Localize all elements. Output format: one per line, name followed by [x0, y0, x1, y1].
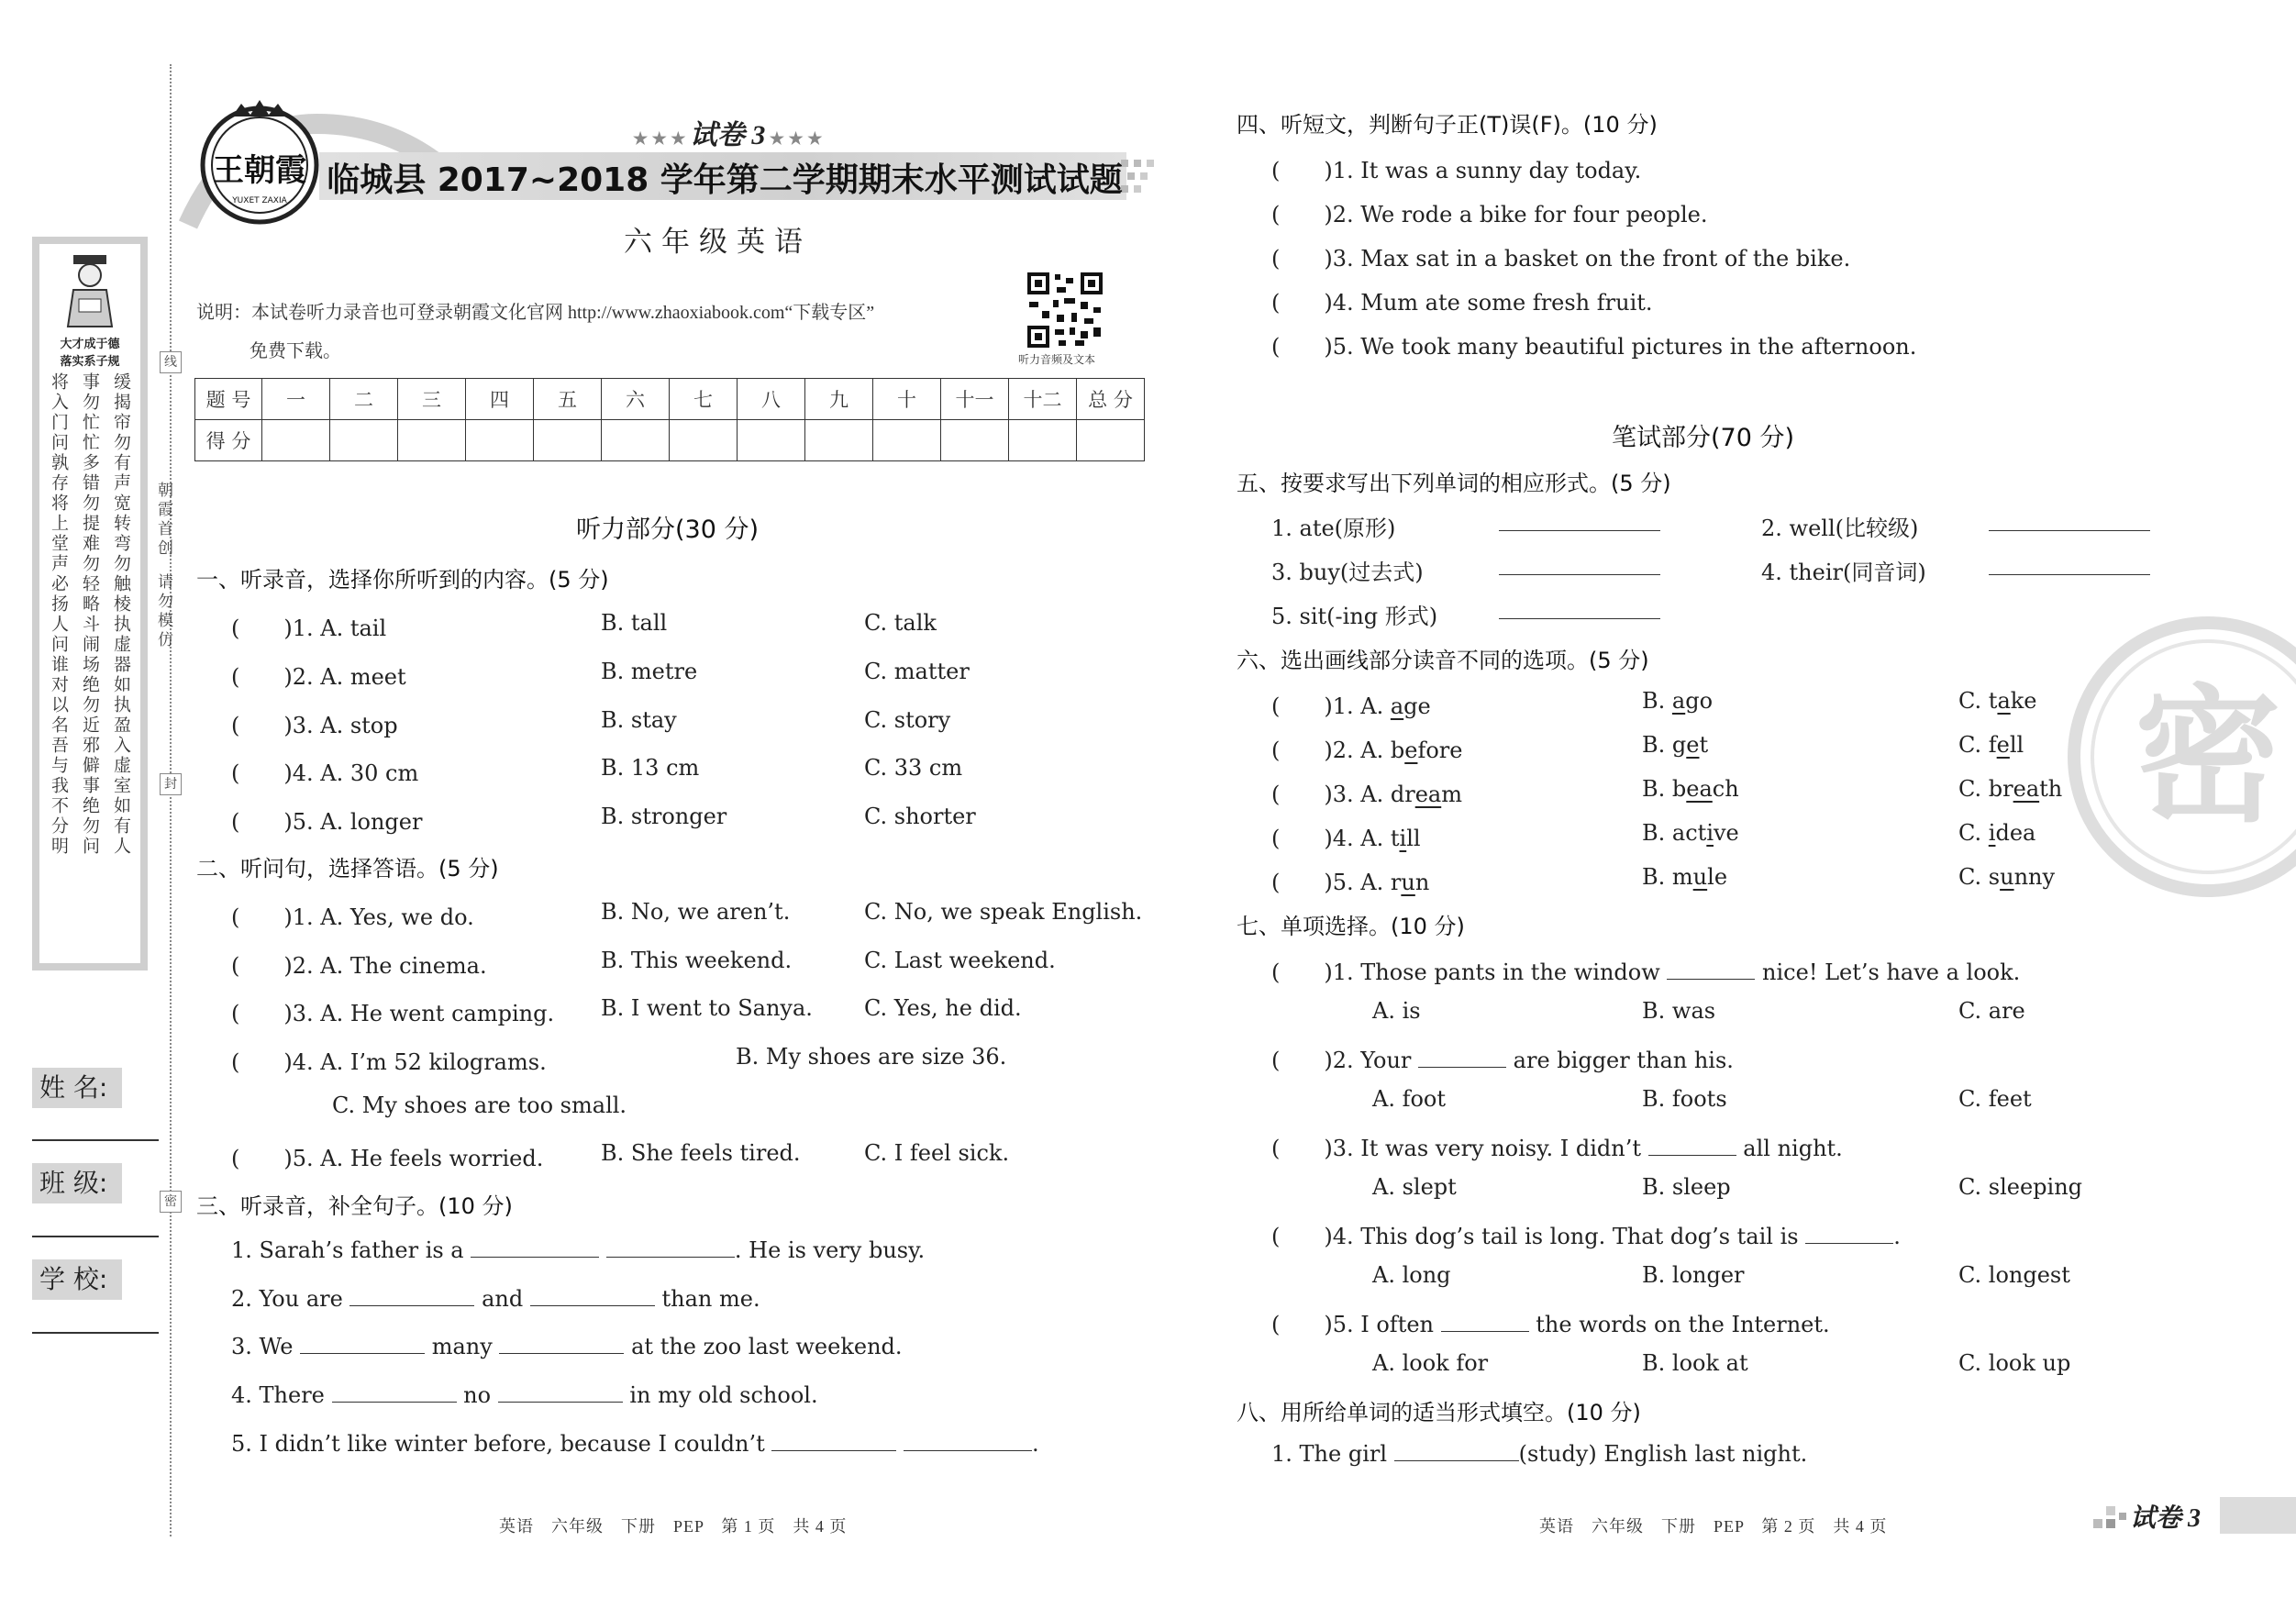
- sec1-q5: ( )5. A. longer: [231, 809, 423, 835]
- sec7-q2-b: B. foots: [1642, 1086, 1727, 1112]
- blank[interactable]: [1667, 959, 1755, 980]
- score-cell[interactable]: [262, 420, 330, 461]
- sec2-q3-b: B. I went to Sanya.: [601, 995, 813, 1021]
- subject-title: 六年级英语: [624, 226, 812, 259]
- sec7-q5-b: B. look at: [1642, 1350, 1748, 1376]
- sec6-q4: ( )4. A. till: [1271, 826, 1421, 851]
- sec6-q2-c: C. fell: [1958, 732, 2024, 758]
- sec8-s1: 1. The girl (study) English last night.: [1271, 1441, 1808, 1467]
- sec1-q5-c: C. shorter: [864, 804, 976, 829]
- sec6-q3-b: B. beach: [1642, 776, 1739, 802]
- sec7-q4-a: A. long: [1372, 1262, 1451, 1288]
- sec7-q4-c: C. longest: [1958, 1262, 2070, 1288]
- sec1-q3: ( )3. A. stop: [231, 713, 398, 738]
- score-table: [194, 378, 1145, 461]
- sec4-q5: ( )5. We took many beautiful pictures in the afternoon.: [1271, 334, 1917, 360]
- sec6-q2-b: B. get: [1642, 732, 1709, 758]
- score-col-12: 十二: [1009, 379, 1077, 420]
- sec5-i2-blank: [1989, 510, 2150, 537]
- score-col-9: 九: [805, 379, 873, 420]
- blank[interactable]: [1418, 1047, 1506, 1068]
- seal-watermark-icon: [2066, 615, 2296, 899]
- score-cell[interactable]: [1077, 420, 1145, 461]
- sec2-q4-c: C. My shoes are too small.: [332, 1092, 627, 1118]
- blank[interactable]: [1499, 554, 1660, 575]
- score-col-6: 六: [602, 379, 670, 420]
- sec1-q1-c: C. talk: [864, 610, 937, 636]
- sec1-q2-b: B. metre: [601, 659, 698, 684]
- score-cell[interactable]: [805, 420, 873, 461]
- sec3-s4: 4. There no in my old school.: [231, 1382, 818, 1408]
- blank[interactable]: [1499, 598, 1660, 619]
- score-col-1: 一: [262, 379, 330, 420]
- blank[interactable]: [498, 1381, 623, 1403]
- score-cell[interactable]: [534, 420, 602, 461]
- sec3-s2: 2. You are and than me.: [231, 1286, 760, 1312]
- binding-dotted-line: [170, 64, 172, 1536]
- sec1-q3-b: B. stay: [601, 707, 677, 733]
- logo-text: 王朝霞: [213, 152, 306, 189]
- school-label: 学 校:: [32, 1259, 122, 1300]
- sec1-q4-b: B. 13 cm: [601, 755, 700, 781]
- sec3-title: 三、听录音，补全句子。(10 分): [196, 1193, 513, 1219]
- listening-part-title: 听力部分(30 分): [576, 516, 760, 544]
- sec6-q5-b: B. mule: [1642, 864, 1728, 890]
- motto-panel: [32, 237, 148, 970]
- sec6-q5-c: C. sunny: [1958, 864, 2056, 890]
- sec6-q1-b: B. ago: [1642, 688, 1714, 714]
- sec3-s3: 3. We many at the zoo last weekend.: [231, 1334, 903, 1359]
- sec7-q1: ( )1. Those pants in the window nice! Let’s have a look.: [1271, 959, 2021, 985]
- sec8-title: 八、用所给单词的适当形式填空。(10 分): [1237, 1400, 1641, 1425]
- sec4-title: 四、听短文，判断句子正(T)误(F)。(10 分): [1237, 112, 1658, 138]
- sec7-q4: ( )4. This dog’s tail is long. That dog’s tail is .: [1271, 1224, 1901, 1249]
- blank[interactable]: [332, 1381, 457, 1403]
- school-field[interactable]: [32, 1332, 159, 1334]
- sec1-q1: ( )1. A. tail: [231, 616, 387, 641]
- blank[interactable]: [1648, 1135, 1736, 1156]
- score-cell[interactable]: [466, 420, 534, 461]
- class-field[interactable]: [32, 1236, 159, 1237]
- blank[interactable]: [530, 1285, 655, 1306]
- sec7-q5: ( )5. I often the words on the Internet.: [1271, 1312, 1830, 1337]
- score-cell[interactable]: [602, 420, 670, 461]
- note-line-2: 免费下载。: [250, 341, 341, 361]
- blank[interactable]: [499, 1333, 624, 1354]
- score-cell[interactable]: [738, 420, 805, 461]
- blank[interactable]: [1989, 554, 2150, 575]
- score-cell[interactable]: [873, 420, 941, 461]
- blank[interactable]: [471, 1237, 599, 1258]
- sec2-q5-c: C. I feel sick.: [864, 1140, 1010, 1166]
- sec1-q3-c: C. story: [864, 707, 951, 733]
- corner-band: [2220, 1497, 2296, 1534]
- motto-head: 大才成于德 落实系子规: [60, 338, 120, 369]
- sec7-q1-c: C. are: [1958, 998, 2025, 1024]
- sec1-q4-c: C. 33 cm: [864, 755, 963, 781]
- score-col-7: 七: [670, 379, 738, 420]
- name-label: 姓 名:: [32, 1068, 122, 1108]
- sec1-q2-c: C. matter: [864, 659, 970, 684]
- score-col-2: 二: [330, 379, 398, 420]
- logo-subtext: YUXET ZAXIA: [232, 196, 287, 205]
- sec4-q1: ( )1. It was a sunny day today.: [1271, 158, 1642, 183]
- sec7-q5-c: C. look up: [1958, 1350, 2071, 1376]
- blank[interactable]: [606, 1237, 735, 1258]
- sec2-q3-c: C. Yes, he did.: [864, 995, 1022, 1021]
- sec5-i2: 2. well(比较级): [1761, 516, 1919, 541]
- score-row1-label: 题 号: [195, 379, 262, 420]
- sec1-q1-b: B. tall: [601, 610, 668, 636]
- sec2-q1: ( )1. A. Yes, we do.: [231, 904, 474, 930]
- blank[interactable]: [300, 1333, 425, 1354]
- sec7-q2-a: A. foot: [1372, 1086, 1447, 1112]
- sec6-q5: ( )5. A. run: [1271, 870, 1430, 895]
- blank[interactable]: [1499, 510, 1660, 531]
- sec2-q1-b: B. No, we aren’t.: [601, 899, 791, 925]
- blank[interactable]: [349, 1285, 474, 1306]
- sec7-q3-c: C. sleeping: [1958, 1174, 2083, 1200]
- sec7-q2-c: C. feet: [1958, 1086, 2032, 1112]
- footer-right: 英语 六年级 下册 PEP 第 2 页 共 4 页: [1539, 1517, 1888, 1536]
- score-col-8: 八: [738, 379, 805, 420]
- qr-caption: 听力音频及文本: [1018, 353, 1096, 366]
- sec1-title: 一、听录音，选择你所听到的内容。(5 分): [196, 567, 609, 593]
- corner-paper-tag: 试卷 3: [2130, 1504, 2202, 1533]
- qr-code-icon[interactable]: [1026, 271, 1104, 349]
- sec7-q1-b: B. was: [1642, 998, 1716, 1024]
- sec2-q4-b: B. My shoes are size 36.: [736, 1044, 1007, 1070]
- blank[interactable]: [1805, 1223, 1893, 1244]
- sec6-q3-c: C. breath: [1958, 776, 2063, 802]
- sec2-q3: ( )3. A. He went camping.: [231, 1001, 555, 1026]
- class-label: 班 级:: [32, 1163, 122, 1203]
- scholar-figure-icon: [62, 253, 117, 331]
- cut-mark-feng: 封: [160, 773, 182, 795]
- sec5-i1: 1. ate(原形): [1271, 516, 1396, 541]
- sec2-q2-b: B. This weekend.: [601, 948, 793, 973]
- sec7-q3-a: A. slept: [1372, 1174, 1457, 1200]
- sec5-i3: 3. buy(过去式): [1271, 560, 1424, 585]
- sec4-q4: ( )4. Mum ate some fresh fruit.: [1271, 290, 1653, 316]
- corner-dots-icon: [2091, 1504, 2128, 1532]
- sec6-q4-b: B. active: [1642, 820, 1739, 846]
- sec1-q5-b: B. stronger: [601, 804, 727, 829]
- paper-tag: ★ ★ ★ 试卷 3 ★ ★ ★: [633, 120, 823, 150]
- sec2-q2: ( )2. A. The cinema.: [231, 953, 487, 979]
- sec4-q3: ( )3. Max sat in a basket on the front of the bike.: [1271, 246, 1851, 272]
- score-col-total: 总 分: [1077, 379, 1145, 420]
- sec7-q4-b: B. longer: [1642, 1262, 1745, 1288]
- sec5-i5-blank: [1499, 598, 1660, 625]
- footer-left: 英语 六年级 下册 PEP 第 1 页 共 4 页: [499, 1517, 848, 1536]
- cut-mark-mi: 密: [160, 1191, 182, 1213]
- sec7-q5-a: A. look for: [1372, 1350, 1489, 1376]
- motto-col-2: 事勿忙忙多错勿提难勿轻略斗闹场绝勿近邪僻事绝勿问: [80, 372, 100, 857]
- sec6-q2: ( )2. A. before: [1271, 738, 1463, 763]
- sec6-q4-c: C. idea: [1958, 820, 2036, 846]
- sec5-i1-blank: [1499, 510, 1660, 537]
- blank[interactable]: [1441, 1311, 1529, 1332]
- sec2-q5: ( )5. A. He feels worried.: [231, 1146, 544, 1171]
- sec7-q3: ( )3. It was very noisy. I didn’t all night.: [1271, 1136, 1843, 1161]
- sec2-q4: ( )4. A. I’m 52 kilograms.: [231, 1049, 547, 1075]
- sec7-q3-b: B. sleep: [1642, 1174, 1731, 1200]
- sec3-s5: 5. I didn’t like winter before, because I couldn’t .: [231, 1431, 1039, 1457]
- sec3-s1: 1. Sarah’s father is a . He is very busy.: [231, 1237, 926, 1263]
- sec5-i5: 5. sit(-ing 形式): [1271, 604, 1438, 629]
- side-text-original: 朝霞首创: [154, 482, 172, 559]
- sec5-title: 五、按要求写出下列单词的相应形式。(5 分): [1237, 471, 1671, 496]
- score-col-4: 四: [466, 379, 534, 420]
- exam-title: 临城县 2017~2018 学年第二学期期末水平测试试题: [327, 161, 1123, 199]
- score-cell[interactable]: [330, 420, 398, 461]
- score-col-3: 三: [398, 379, 466, 420]
- blank[interactable]: [771, 1430, 896, 1451]
- blank[interactable]: [904, 1430, 1032, 1451]
- score-col-10: 十: [873, 379, 941, 420]
- sec1-q2: ( )2. A. meet: [231, 664, 406, 690]
- score-col-5: 五: [534, 379, 602, 420]
- score-row2-label: 得 分: [195, 420, 262, 461]
- sec7-q2: ( )2. Your are bigger than his.: [1271, 1048, 1734, 1073]
- cut-mark-xian: 线: [160, 351, 182, 373]
- score-cell[interactable]: [1009, 420, 1077, 461]
- sec6-q1-c: C. take: [1958, 688, 2037, 714]
- score-cell[interactable]: [398, 420, 466, 461]
- blank[interactable]: [1989, 510, 2150, 531]
- sec6-q3: ( )3. A. dream: [1271, 782, 1462, 807]
- sec5-i3-blank: [1499, 554, 1660, 581]
- sec1-q4: ( )4. A. 30 cm: [231, 760, 419, 786]
- motto-col-3: 缓揭帘勿有声宽转弯勿触棱执虚器如执盈入虚室如有人: [111, 372, 131, 857]
- sec2-q5-b: B. She feels tired.: [601, 1140, 801, 1166]
- sec2-q1-c: C. No, we speak English.: [864, 899, 1143, 925]
- writing-part-title: 笔试部分(70 分): [1612, 424, 1795, 452]
- note-line-1: 说明：本试卷听力录音也可登录朝霞文化官网 http://www.zhaoxiabook.com“下载专区”: [196, 303, 875, 323]
- score-cell[interactable]: [670, 420, 738, 461]
- sec2-title: 二、听问句，选择答语。(5 分): [196, 856, 499, 882]
- sec5-i4-blank: [1989, 554, 2150, 581]
- motto-col-1: 将入门问孰存将上堂声必扬人问谁对以名吾与我不分明: [49, 372, 69, 857]
- sec4-q2: ( )2. We rode a bike for four people.: [1271, 202, 1708, 227]
- sec6-q1: ( )1. A. age: [1271, 693, 1431, 719]
- score-cell[interactable]: [941, 420, 1009, 461]
- seal-char: 密: [2134, 671, 2282, 842]
- blank[interactable]: [1394, 1440, 1519, 1461]
- side-text-no-copy: 请勿模仿: [154, 573, 172, 650]
- sec7-title: 七、单项选择。(10 分): [1237, 914, 1465, 939]
- score-col-11: 十一: [941, 379, 1009, 420]
- sec5-i4: 4. their(同音词): [1761, 560, 1926, 585]
- sec7-q1-a: A. is: [1372, 998, 1421, 1024]
- name-field[interactable]: [32, 1139, 159, 1141]
- sec6-title: 六、选出画线部分读音不同的选项。(5 分): [1237, 648, 1649, 673]
- sec2-q2-c: C. Last weekend.: [864, 948, 1056, 973]
